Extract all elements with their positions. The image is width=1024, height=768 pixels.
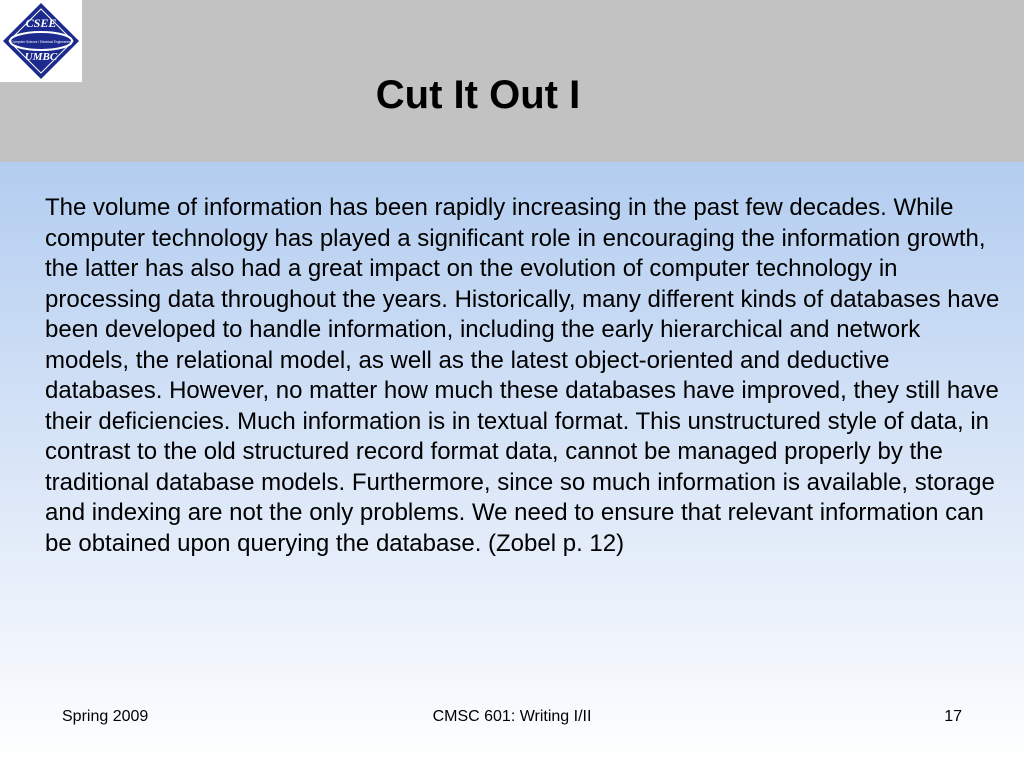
logo-top-text: CSEE	[25, 16, 57, 30]
body-paragraph: The volume of information has been rapidly increasing in the past few decades. While computer technology has played a significant role in encouraging the information growth, the latter has also had a great impact on the evolution of computer technology in processing data throughout the years. Historically, many different kinds of databases have been developed to handle information, including the early hierarchical and network models, the relational model, as well as the latest object-oriented and deductive databases. However, no matter how much these databases have improved, they still have their deficiencies. Much information is in textual format. This unstructured style of data, in contrast to the old structured record format data, cannot be managed properly by the traditional database models. Furthermore, since so much information is available, storage and indexing are not the only problems. We need to ensure that relevant information can be obtained upon querying the database. (Zobel p. 12)	[45, 194, 1000, 557]
logo-bottom-text: UMBC	[24, 51, 58, 63]
logo-middle-text: Computer Science / Electrical Engineering	[11, 40, 71, 44]
footer-course: CMSC 601: Writing I/II	[432, 708, 592, 725]
slide-title: Cut It Out I	[375, 73, 581, 117]
csee-umbc-logo-icon	[0, 0, 82, 82]
footer-date: Spring 2009	[62, 708, 149, 725]
slide-body	[45, 193, 1005, 559]
slide-number: 17	[944, 708, 962, 725]
